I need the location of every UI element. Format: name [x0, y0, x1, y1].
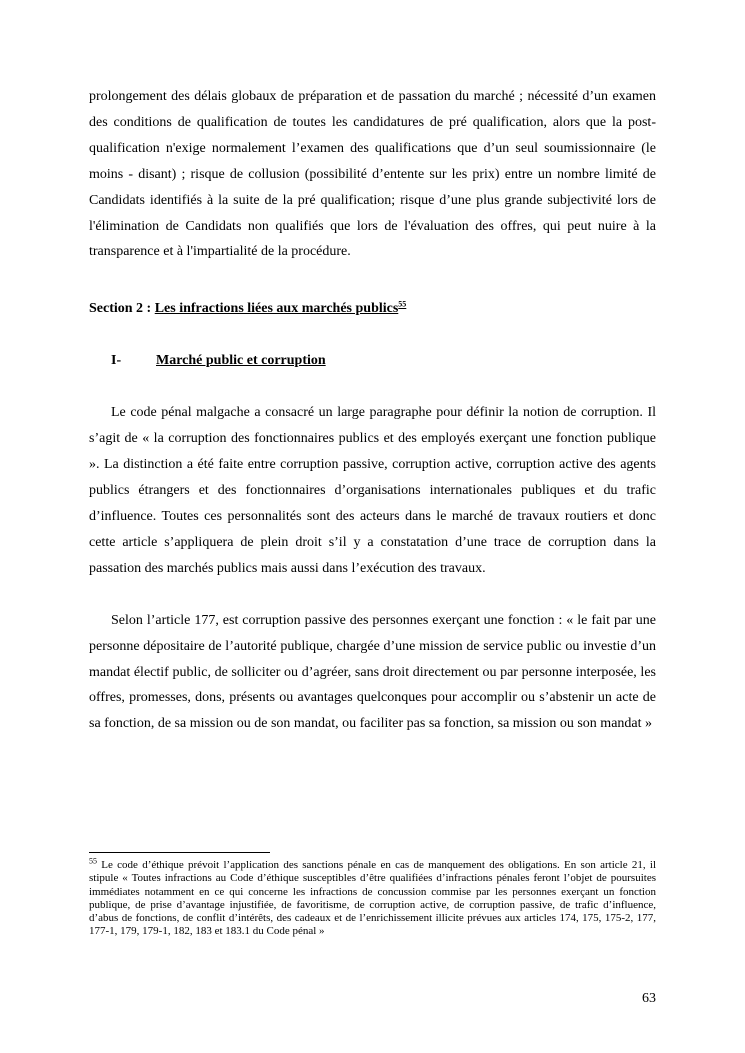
page-body: [89, 84, 656, 737]
subsection-title: Marché public et corruption: [156, 353, 326, 369]
footnote-marker: 55: [89, 856, 97, 866]
footnote-reference[interactable]: 55: [398, 299, 407, 309]
section-heading: [89, 299, 656, 319]
footnote: [89, 856, 656, 939]
paragraph-corruption-definition: Le code pénal malgache a consacré un large paragraphe pour définir la notion de corruption. Il s’agit de « la corruption des fonctionnaires publics et des employés exerçant une fonction publique ». La distinction a été faite entre corruption passive, corruption active, corruption active des agents publics étrangers et des fonctionnaires d’organisations internationales publiques et du trafic d’influence. Toutes ces personnalités sont des acteurs dans le marché de travaux routiers et donc cette article s’appliquera de plein droit s’il y a constatation d’une trace de corruption dans la passation des marchés publics mais aussi dans l’exécution des travaux.: [89, 405, 656, 576]
subsection-heading: [89, 351, 656, 371]
subsection-number: I-: [111, 353, 122, 369]
footnote-text: Le code d’éthique prévoit l’application des sanctions pénale en cas de manquement des obligations. En son article 21, il stipule « Toutes infractions au Code d’éthique susceptibles d’être qualifiées d’infractions pénales feront l’objet de poursuites immédiates notamment en ce qui concerne les infractions de concussion commise par les personnes exerçant un fonction publique, de prise d’avantage injustifiée, de favoritisme, de corruption active, de corruption passive, de trafic d’influence, d’abus de fonctions, de conflit d’intérêts, des cadeaux et de l’enrichissement illicite prévues aux articles 174, 175, 175-2, 177, 177-1, 179, 179-1, 182, 183 et 183.1 du Code pénal »: [89, 859, 656, 938]
footnote-separator: [89, 852, 270, 853]
page-number: 63: [642, 991, 656, 1006]
paragraph-prequalification: prolongement des délais globaux de préparation et de passation du marché ; nécessité d’un examen des conditions de qualification de toutes les candidatures de pré qualification, alors que la post-qualification n'exige normalement l’examen des qualifications que d’un seul soumissionnaire (le moins - disant) ; risque de collusion (possibilité d’entente sur les prix) entre un nombre limité de Candidats identifiés à la suite de la pré qualification; risque d’une plus grande subjectivité lors de l'élimination de Candidats non qualifiés que lors de l'évaluation des offres, qui peut nuire à la transparence et à l'impartialité de la procédure.: [89, 89, 656, 260]
section-prefix: Section 2 :: [89, 301, 155, 317]
section-title: Les infractions liées aux marchés publics: [154, 301, 399, 317]
paragraph-article-177: Selon l’article 177, est corruption passive des personnes exerçant une fonction : « le fait par une personne dépositaire de l’autorité publique, chargée d’une mission de service public ou investie d’un mandat électif public, de solliciter ou d’agréer, sans droit directement ou par personne interposée, les offres, promesses, dons, présents ou avantages quelconques pour accomplir ou s’abstenir un acte de sa fonction, de sa mission ou de son mandat, ou faciliter pas sa fonction, sa mission ou son mandat »: [89, 612, 656, 732]
